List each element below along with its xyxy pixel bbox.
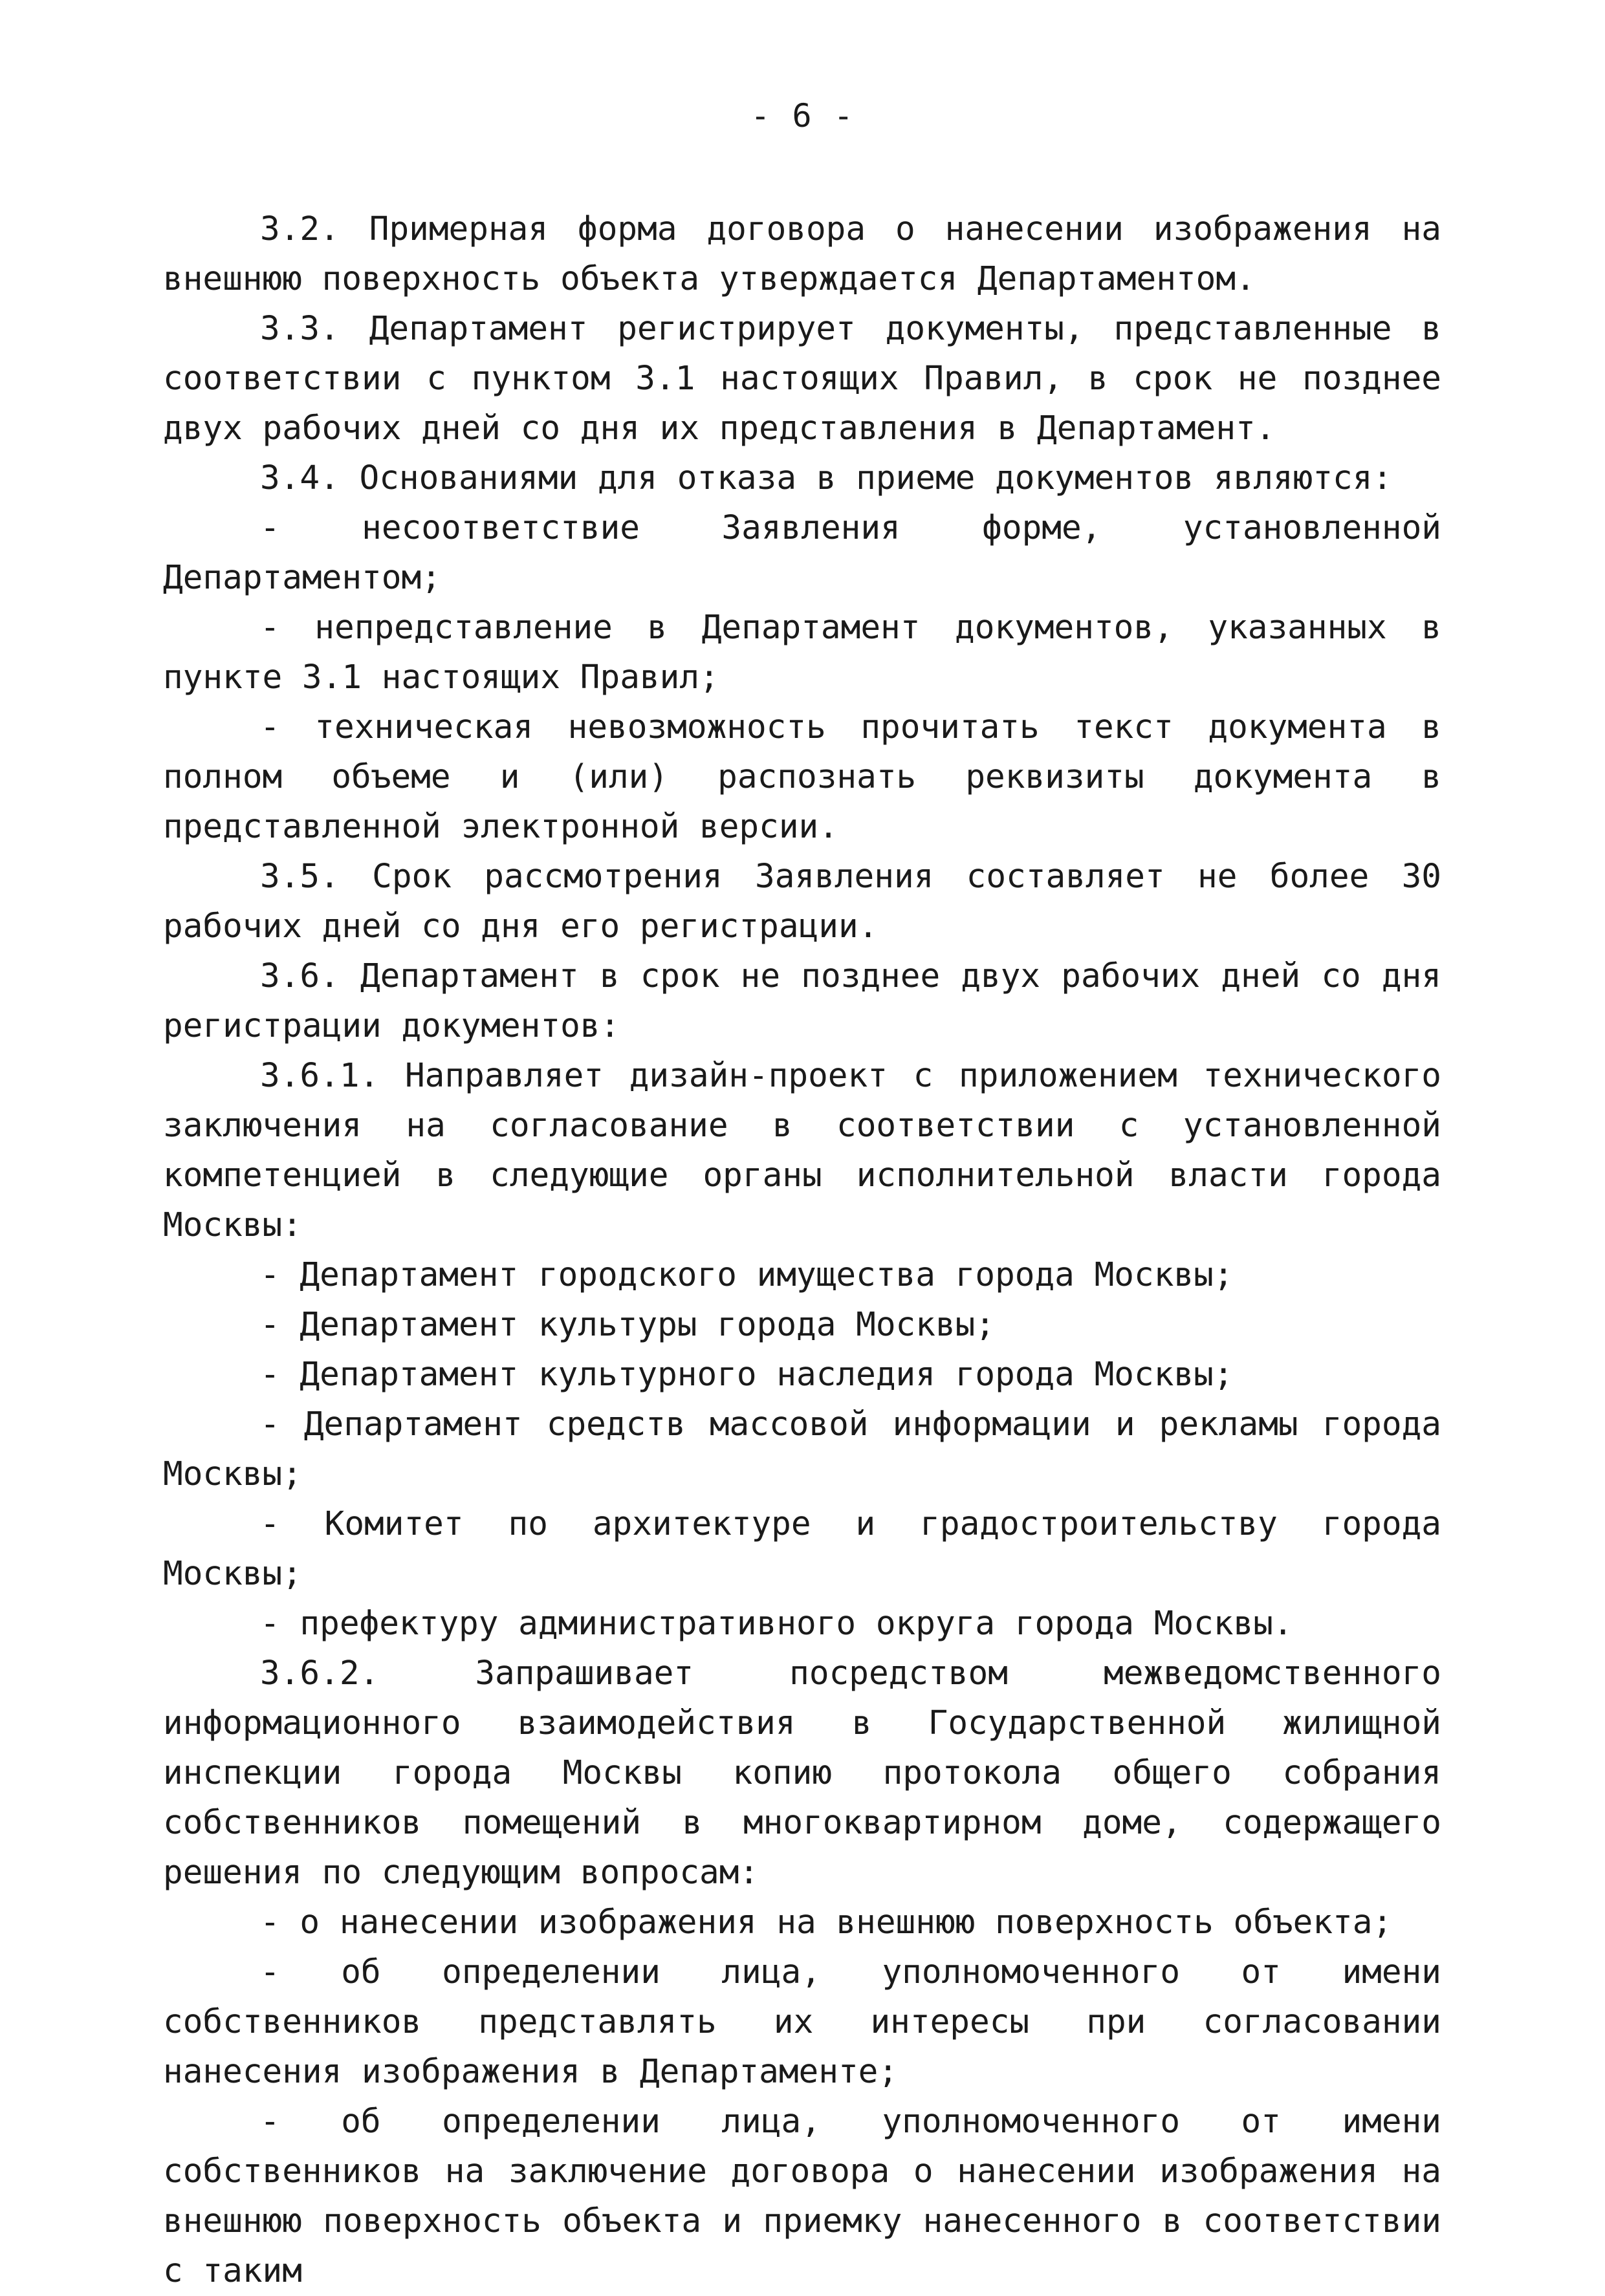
paragraph-3-4: 3.4. Основаниями для отказа в приеме документов являются:: [260, 459, 1393, 497]
paragraph-3-6: 3.6. Департамент в срок не позднее двух рабочих дней со дня регистрации документов:: [163, 957, 1441, 1045]
list-item: - об определении лица, уполномоченного от имени собственников на заключение договора о нанесении изображения на внешнюю поверхность объекта и приемку нанесенного в соответствии с таким: [163, 2103, 1441, 2290]
list-item: - префектуру административного округа города Москвы.: [260, 1605, 1293, 1643]
paragraph-3-3: 3.3. Департамент регистрирует документы, представленные в соответствии с пунктом 3.1 настоящих Правил, в срок не позднее двух рабочих дней со дня их представления в Департамент.: [163, 310, 1441, 448]
list-item: - об определении лица, уполномоченного от имени собственников представлять их интересы при согласовании нанесения изображения в Департаменте;: [163, 1953, 1441, 2091]
paragraph-3-6-2: 3.6.2. Запрашивает посредством межведомственного информационного взаимодействия в Государственной жилищной инспекции города Москвы копию протокола общего собрания собственников помещений в многоквартирном доме, содержащего решения по следующим вопросам:: [163, 1654, 1441, 1892]
paragraph-3-5: 3.5. Срок рассмотрения Заявления составляет не более 30 рабочих дней со дня его регистрации.: [163, 858, 1441, 946]
list-item: - Департамент культурного наследия города Москвы;: [260, 1356, 1234, 1394]
paragraph-3-2: 3.2. Примерная форма договора о нанесении изображения на внешнюю поверхность объекта утверждается Департаментом.: [163, 210, 1441, 298]
list-item: - Департамент средств массовой информации и рекламы города Москвы;: [163, 1405, 1441, 1493]
list-item: - Департамент городского имущества города Москвы;: [260, 1256, 1234, 1294]
list-item: - несоответствие Заявления форме, установленной Департаментом;: [163, 509, 1441, 597]
list-item: - о нанесении изображения на внешнюю поверхность объекта;: [260, 1903, 1393, 1942]
list-item: - непредставление в Департамент документов, указанных в пункте 3.1 настоящих Правил;: [163, 609, 1441, 697]
document-body: [163, 204, 1441, 2296]
list-item: - техническая невозможность прочитать текст документа в полном объеме и (или) распознать реквизиты документа в представленной электронной версии.: [163, 708, 1441, 846]
list-item: - Департамент культуры города Москвы;: [260, 1306, 996, 1344]
page-number: - 6 -: [750, 97, 855, 135]
list-item: - Комитет по архитектуре и градостроительству города Москвы;: [163, 1505, 1441, 1593]
paragraph-3-6-1: 3.6.1. Направляет дизайн-проект с приложением технического заключения на согласование в соответствии с установленной компетенцией в следующие органы исполнительной власти города Москвы:: [163, 1057, 1441, 1244]
